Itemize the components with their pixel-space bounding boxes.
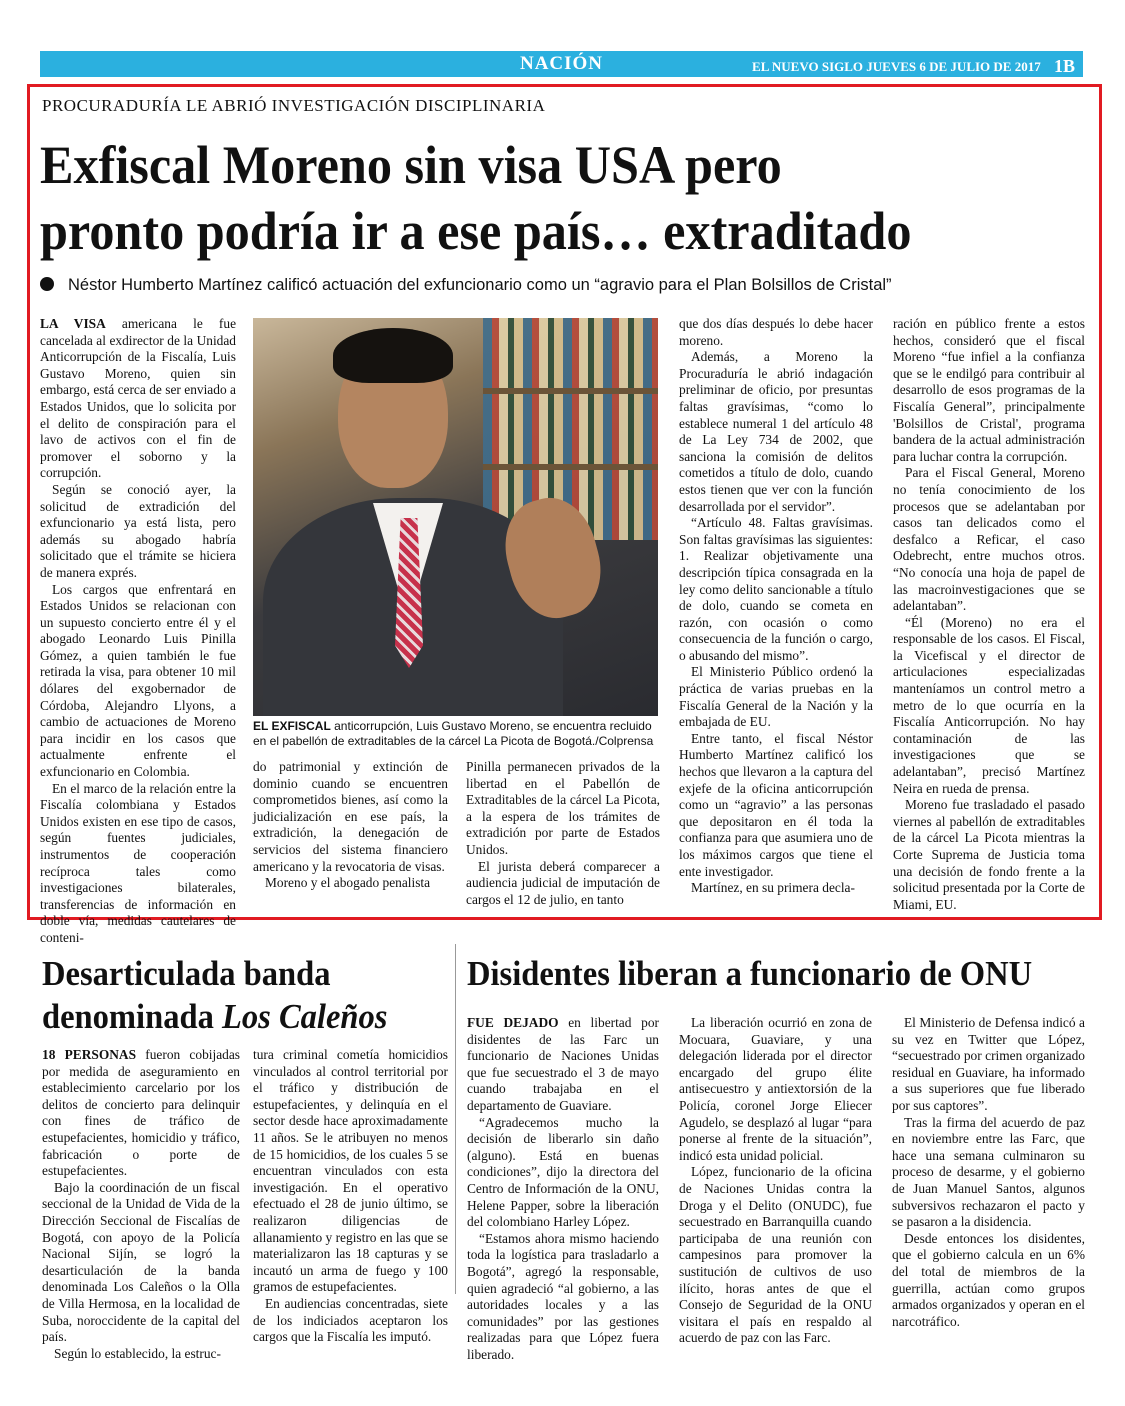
paragraph: El jurista deberá comparecer a audiencia judicial de imputación de cargos el 12 de julio, en tanto xyxy=(466,858,660,907)
main-article-photo xyxy=(253,318,658,716)
article3-col-2 xyxy=(679,1015,872,1347)
paper-date-text: EL NUEVO SIGLO JUEVES 6 DE JULIO DE 2017 xyxy=(752,59,1041,74)
photo-caption xyxy=(253,719,663,749)
paragraph: Los cargos que enfrentará en Estados Unidos se relacionan con un supuesto concierto entre él y el abogado Leonardo Luis Pinilla Gómez, a quien también le fue retirada la visa, para obtener 10 mil dólares del exgobernador de Córdoba, Alejandro Llyons, a cambio de actuaciones de Moreno para incidir en los casos que actualmente enfrente el exfuncionario en Colombia. xyxy=(40,581,236,780)
main-article-kicker: PROCURADURÍA LE ABRIÓ INVESTIGACIÓN DISCIPLINARIA xyxy=(42,96,546,115)
bookshelf xyxy=(483,394,658,464)
article3-col-3 xyxy=(892,1015,1085,1330)
paragraph: El Ministerio Público ordenó la práctica de varias pruebas en la Fiscalía General de la Nación y la embajada de EU. xyxy=(679,664,873,730)
paragraph: Entre tanto, el fiscal Néstor Humberto Martínez calificó los hechos que llevaron a la captura del exjefe de la oficina anticorrupción como un “agravio” a las personas que depositaron en él toda la confianza para que asumiera uno de los máximos cargos que tiene el ente investigador. xyxy=(679,730,873,879)
paragraph: Tras la firma del acuerdo de paz en noviembre entre las Farc, que hace una semana culminaron su proceso de desarme, y el gobierno de Juan Manuel Santos, algunos subversivos rechazaron el pacto y se pasaron a la disidencia. xyxy=(892,1114,1085,1230)
headline-text: denominada xyxy=(42,997,222,1036)
main-col-4 xyxy=(679,316,873,897)
main-article-subhead xyxy=(40,276,1100,295)
paragraph: ración en público frente a estos hechos, consideró que el fiscal Moreno “fue infiel a la confianza que se le endilgó para contribuir al desarrollo de esos programas de la Fiscalía General”, principalmente 'Bolsillos de Cristal', programa bandera de la actual administración para luchar contra la corrupción. xyxy=(893,316,1085,464)
article2-headline xyxy=(42,952,433,1038)
main-article-headline xyxy=(40,132,1017,264)
paragraph: “Artículo 48. Faltas gravísimas. Son faltas gravísimas las siguientes: 1. Realizar objetivamente una descripción típica consagrada en la ley como delito sancionable a título de dolo, cuando se cometa en razón, con ocasión o como consecuencia de la función o cargo, o abusando del mismo”. xyxy=(679,515,873,663)
article2-col-2 xyxy=(253,1047,448,1346)
paper-date xyxy=(752,55,1075,76)
headline-line-1: Desarticulada banda xyxy=(42,954,331,993)
main-col-5 xyxy=(893,316,1085,913)
paragraph: La liberación ocurrió en zona de Mocuara, Guaviare, y una delegación liderada por el director encargado del grupo élite antisecuestro y antiextorsión de la Policía, coronel Jorge Eliecer Agudelo, se desplazó al lugar “para ponerse al frente de la situación”, indicó esta unidad policial. xyxy=(679,1015,872,1163)
paragraph: Según lo establecido, la estruc- xyxy=(54,1345,221,1361)
paragraph-text: en libertad por disidentes de las Farc un funcionario de Naciones Unidas que fue secuestrado el 3 de mayo cuando trabajaba en el departamento de Guaviare. xyxy=(467,1015,659,1113)
column-divider xyxy=(455,944,456,1294)
paragraph: Moreno y el abogado penalista xyxy=(265,875,431,891)
headline-line-2: pronto podría ir a ese país… extraditado xyxy=(40,201,912,261)
paragraph: Desde entonces los disidentes, que el gobierno calcula en un 6% del total de miembros de la guerrilla, actúan como grupos armados organizados y operan en el narcotráfico. xyxy=(892,1230,1085,1329)
paragraph: tura criminal cometía homicidios vinculados al control territorial por el tráfico y distribución de estupefacientes, y delinquía en el sector desde hace aproximadamente 11 años. Se le atribuyen no menos de 15 homicidios, de los cuales 5 se encuentran vinculados con esta investigación. En el operativo efectuado el 28 de junio último, se realizaron diligencias de allanamiento y registro en las que se materializaron las 18 capturas y se incautó un arma de fuego y 100 gramos de estupefacientes. xyxy=(253,1047,448,1295)
article3-headline: Disidentes liberan a funcionario de ONU xyxy=(467,954,1033,993)
paragraph: “Estamos ahora mismo haciendo toda la logística para trasladarlo a Bogotá”, agregó la responsable, quien agradeció “al gobierno, a las autoridades locales y a las comunidades” por las gestiones realizadas para que López fuera liberado. xyxy=(467,1230,659,1362)
article2-col-1 xyxy=(42,1047,240,1362)
paragraph xyxy=(467,1015,659,1115)
paragraph-text: fueron cobijadas por medida de aseguramiento en establecimiento carcelario por los delitos de concierto para delinquir con fines de tráfico de estupefacientes, homicidio y tráfico, fabricación o porte de estupefacientes. xyxy=(42,1047,240,1179)
paragraph xyxy=(40,316,236,482)
lead-in: FUE DEJADO xyxy=(467,1015,559,1030)
paragraph: El Ministerio de Defensa indicó a su vez en Twitter que López, “secuestrado por crimen organizado residual en Guaviare, ha informado a sus superiores que fue liberado por sus captores”. xyxy=(892,1015,1085,1113)
page-number: 1B xyxy=(1053,56,1075,76)
lead-in: 18 PERSONAS xyxy=(42,1047,137,1062)
paragraph xyxy=(42,1047,240,1180)
section-name: NACIÓN xyxy=(519,53,604,74)
headline-line-1: Exfiscal Moreno sin visa USA pero xyxy=(40,135,782,195)
paragraph: que dos días después lo debe hacer moreno. xyxy=(679,316,873,348)
main-col-1 xyxy=(40,316,236,947)
paragraph: En el marco de la relación entre la Fiscalía colombiana y Estados Unidos existen en ese tipo de casos, según fuentes judiciales, instrumentos de cooperación recíproca tales como investigaciones bilaterales, transferencias de información en doble vía, medidas cautelares de conteni- xyxy=(40,780,236,945)
paragraph: Según se conoció ayer, la solicitud de extradición del exfuncionario ya está lista, pero además su abogado habría solicitado que el trámite se hiciera de manera exprés. xyxy=(40,481,236,580)
headline-line-2 xyxy=(42,995,433,1038)
paragraph: En audiencias concentradas, siete de los indiciados aceptaron los cargos que la Fiscalía les imputó. xyxy=(253,1295,448,1345)
caption-text: anticorrupción, Luis Gustavo Moreno, se encuentra recluido en el pabellón de extraditables de la cárcel La Picota de Bogotá./Colprensa xyxy=(253,719,654,748)
bullet-icon xyxy=(40,277,54,291)
paragraph: Bajo la coordinación de un fiscal seccional de la Unidad de Vida de la Dirección Seccional de Fiscalías de Bogotá, con apoyo de la Policía Nacional Sijín, se logró la desarticulación de la banda denominada Los Caleños o la Olla de Villa Hermosa, en la localidad de Suba, noroccidente de la capital del país. xyxy=(42,1179,240,1345)
lead-in: LA VISA xyxy=(40,316,106,331)
paragraph-text: americana le fue cancelada al exdirector de la Unidad Anticorrupción de la Fiscalía, Luis Gustavo Moreno, quien sin embargo, está cerca de ser enviado a Estados Unidos, que lo solicita por el delito de conspiración para el lavo de activos con el fin de promover el soborno y la corrupción. xyxy=(40,316,237,481)
paragraph: do patrimonial y extinción de dominio cuando se encuentren comprometidos bienes, así como la judicialización en ese país, la extradición, la denegación de servicios del sistema financiero americano y la revocatoria de visas. xyxy=(253,759,448,874)
person-hair xyxy=(333,328,453,383)
article3-col-1 xyxy=(467,1015,659,1363)
paragraph: Pinilla permanecen privados de la libertad en el Pabellón de Extraditables de la cárcel La Picota, a la espera de los trámites de extradición por parte de Estados Unidos. xyxy=(466,759,660,857)
main-col-2 xyxy=(253,759,448,892)
bookshelf xyxy=(483,318,658,388)
paragraph: López, funcionario de la oficina de Naciones Unidas contra la Droga y el Delito (ONUDC), fue secuestrado en Barranquilla cuando participaba de una reunión con campesinos para promover la sustitución de cultivos de uso ilícito, horas antes de que el Consejo de Seguridad de la ONU visitara el país en respaldo al acuerdo de paz con las Farc. xyxy=(679,1164,872,1346)
paragraph: Además, a Moreno la Procuraduría le abrió indagación preliminar de oficio, por presuntas faltas gravísimas, “como lo establece numeral 1 del artículo 48 de La Ley 734 de 2002, que sanciona la comisión de delitos cometidos a título de dolo, cuando estos tienen que ver con la función desarrollada por el servidor”. xyxy=(679,349,873,514)
caption-lead: EL EXFISCAL xyxy=(253,719,331,733)
subhead-text: Néstor Humberto Martínez calificó actuación del exfuncionario como un “agravio para el Plan Bolsillos de Cristal” xyxy=(68,276,892,294)
paragraph: Martínez, en su primera decla- xyxy=(691,880,855,896)
paragraph: Moreno fue trasladado el pasado viernes al pabellón de extraditables de la cárcel La Picota mientras la Corte Suprema de Justicia toma una decisión de fondo frente a la solicitud presentada por la Corte de Miami, EU. xyxy=(893,797,1085,912)
paragraph: Para el Fiscal General, Moreno no tenía conocimiento de los procesos que se adelantaban por casos tan delicados como el desfalco a Reficar, el caso Odebrecht, entre muchos otros. “No conocía una hoja de papel de las macroinvestigaciones que se adelantaban”. xyxy=(893,465,1085,614)
main-col-3 xyxy=(466,759,660,908)
paragraph: “Él (Moreno) no era el responsable de los casos. El Fiscal, la Vicefiscal y el director de articulaciones especializadas manteníamos un control metro a metro de lo que ocurría en la Fiscalía Anticorrupción. No hay contaminación de las investigaciones que se adelantaban”, precisó Martínez Neira en rueda de prensa. xyxy=(893,614,1085,796)
section-header-bar xyxy=(40,51,1083,77)
headline-italic: Los Caleños xyxy=(221,997,388,1036)
paragraph: “Agradecemos mucho la decisión de liberarlo sin daño (alguno). Está en buenas condiciones”, dijo la directora del Centro de Información de la ONU, Helene Papper, sobre la liberación del colombiano Harley López. xyxy=(467,1114,659,1230)
